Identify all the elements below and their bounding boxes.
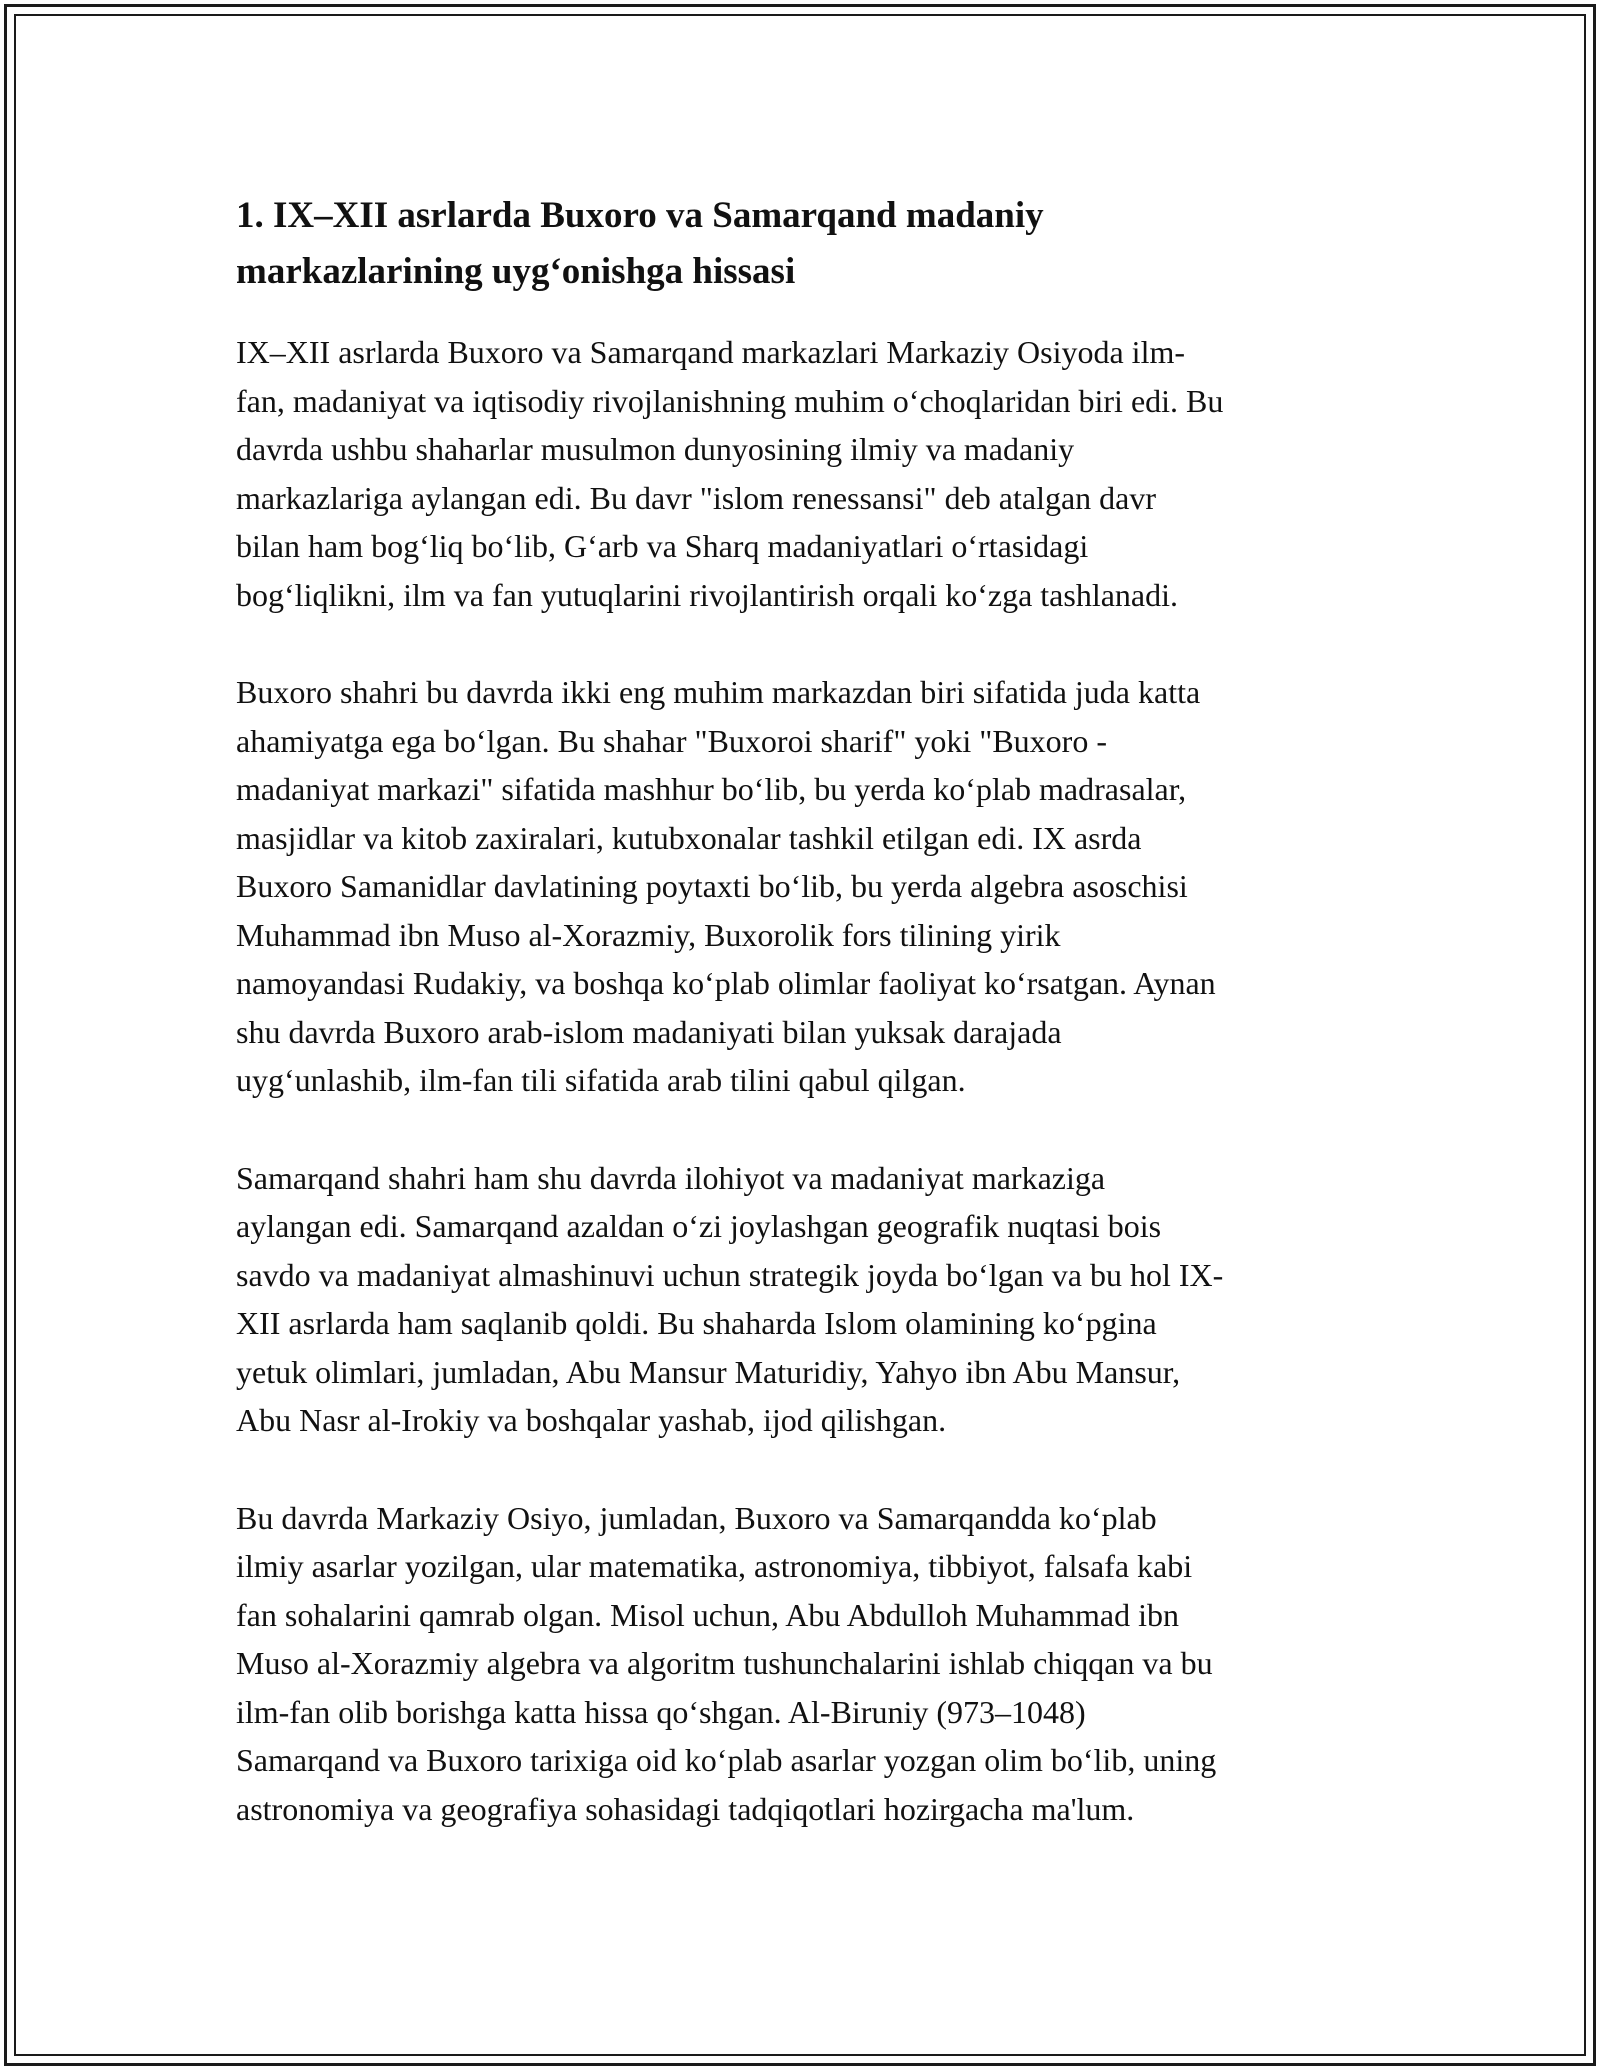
section-heading: 1. IX–XII asrlarda Buxoro va Samarqand madaniy markazlarining uyg‘onishga hissasi (236, 195, 1044, 292)
paragraph-buxoro: Buxoro shahri bu davrda ikki eng muhim markazdan biri sifatida juda katta ahamiyatga ega bo‘lgan. Bu shahar "Buxoroi sharif" yoki "Buxoro - madaniyat markazi" sifatida mashhur bo‘lib, bu yerda ko‘plab madrasalar, masjidlar va kitob zaxiralari, kutubxonalar tashkil etilgan edi. IX asrda Buxoro Samanidlar davlatining poytaxti bo‘lib, bu yerda algebra asoschisi Muhammad ibn Muso al-Xorazmiy, Buxorolik fors tilining yirik namoyandasi Rudakiy, va boshqa ko‘plab olimlar faoliyat ko‘rsatgan. Aynan shu davrda Buxoro arab-islom madaniyati bilan yuksak darajada uyg‘unlashib, ilm-fan tili sifatida arab tilini qabul qilgan. (236, 674, 1216, 1098)
paragraph-scholars: Bu davrda Markaziy Osiyo, jumladan, Buxoro va Samarqandda ko‘plab ilmiy asarlar yozilgan, ular matematika, astronomiya, tibbiyot, falsafa kabi fan sohalarini qamrab olgan. Misol uchun, Abu Abdulloh Muhammad ibn Muso al-Xorazmiy algebra va algoritm tushunchalarini ishlab chiqqan va bu ilm-fan olib borishga katta hissa qo‘shgan. Al-Biruniy (973–1048) Samarqand va Buxoro tarixiga oid ko‘plab asarlar yozgan olim bo‘lib, uning astronomiya va geografiya sohasidagi tadqiqotlari hozirgacha ma'lum. (236, 1499, 1217, 1827)
document-body (236, 188, 1366, 1882)
paragraph-samarqand: Samarqand shahri ham shu davrda ilohiyot va madaniyat markaziga aylangan edi. Samarqand azaldan o‘zi joylashgan geografik nuqtasi bois savdo va madaniyat almashinuvi uchun strategik joyda bo‘lgan va bu hol IX- XII asrlarda ham saqlanib qoldi. Bu shaharda Islom olamining ko‘pgina yetuk olimlari, jumladan, Abu Mansur Maturidiy, Yahyo ibn Abu Mansur, Abu Nasr al-Irokiy va boshqalar yashab, ijod qilishgan. (236, 1159, 1224, 1438)
paragraph-intro: IX–XII asrlarda Buxoro va Samarqand markazlari Markaziy Osiyoda ilm- fan, madaniyat va iqtisodiy rivojlanishning muhim o‘choqlaridan biri edi. Bu davrda ushbu shaharlar musulmon dunyosining ilmiy va madaniy markazlariga aylangan edi. Bu davr "islom renessansi" deb atalgan davr bilan ham bog‘liq bo‘lib, G‘arb va Sharq madaniyatlari o‘rtasidagi bog‘liqlikni, ilm va fan yutuqlarini rivojlantirish orqali ko‘zga tashlanadi. (236, 334, 1224, 613)
